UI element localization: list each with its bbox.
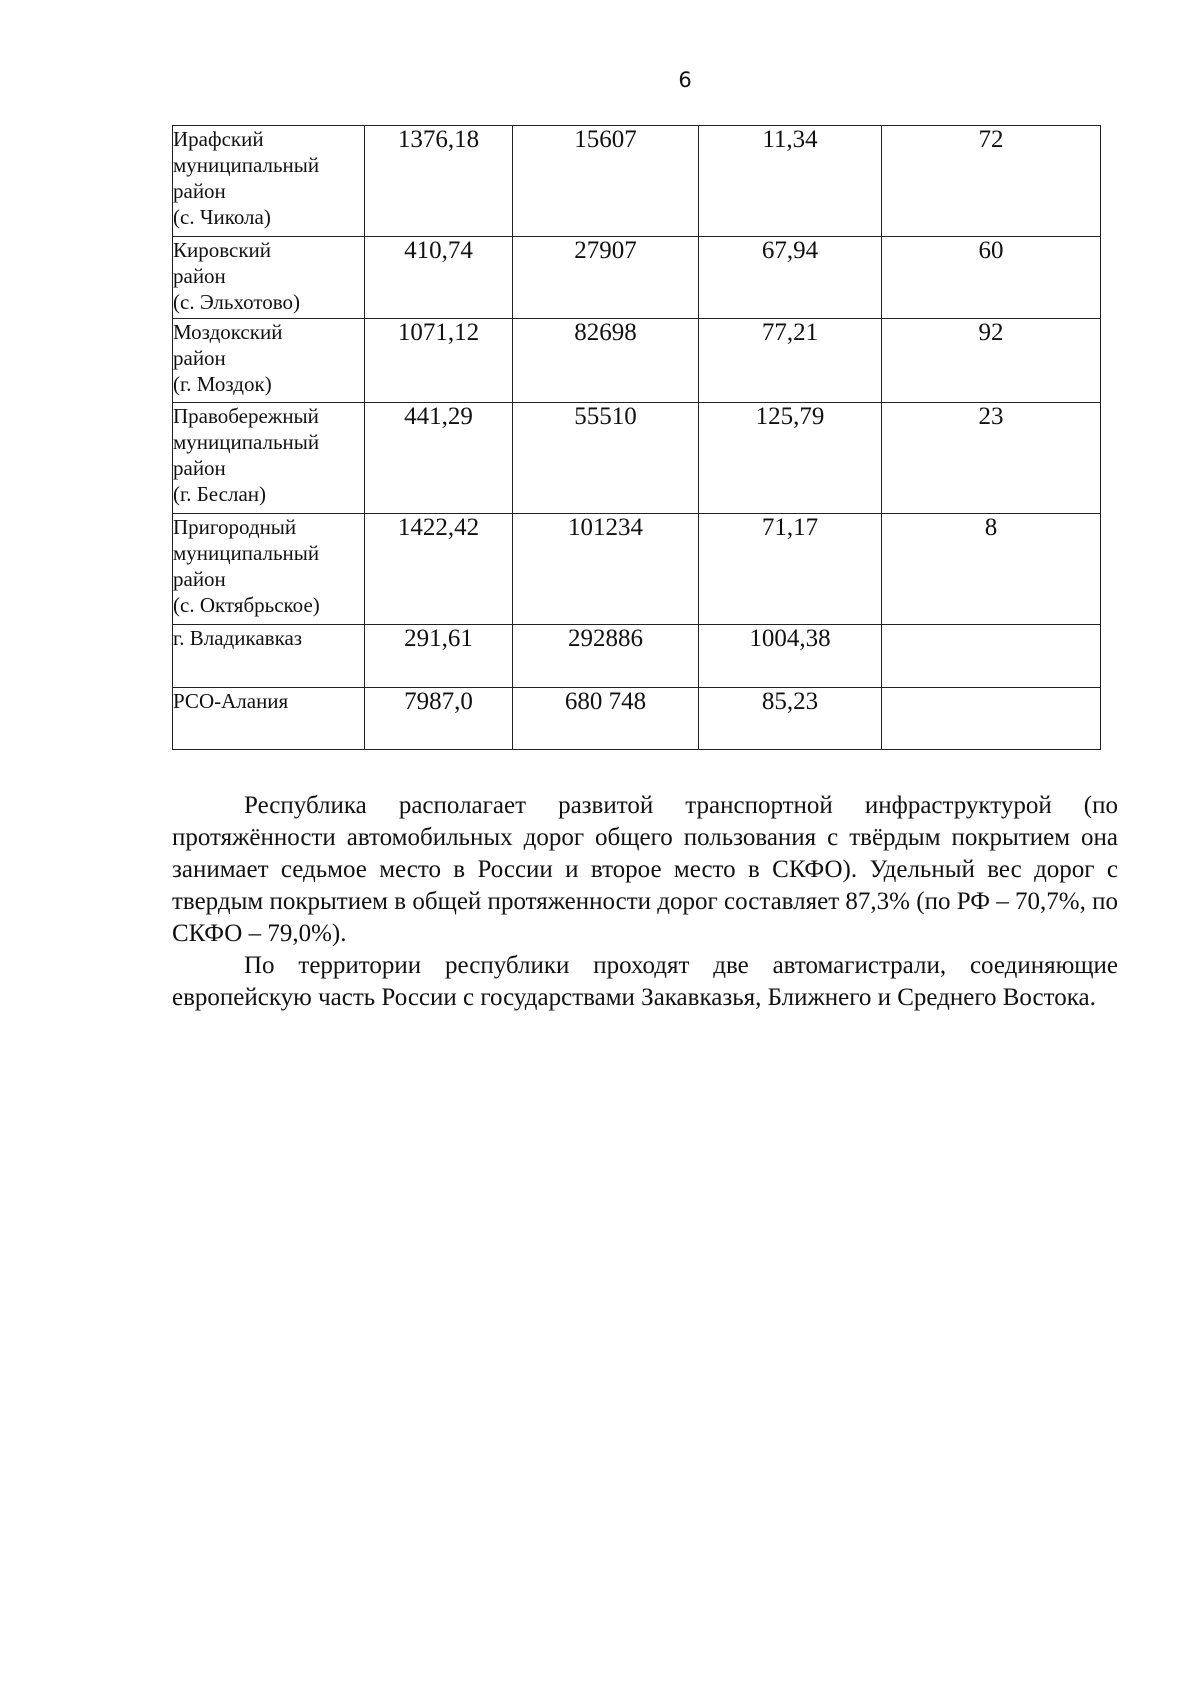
- population-cell: 101234: [513, 514, 699, 625]
- density-cell: 1004,38: [699, 625, 882, 688]
- district-name-cell: Моздокский район (г. Моздок): [173, 319, 365, 403]
- paragraph-transport-infrastructure: Республика располагает развитой транспортной инфраструктурой (по протяжённости автомобильных дорог общего пользования с твёрдым покрытием она занимает седьмое место в России и второе место в СКФО). Удельный вес дорог с твердым покрытием в общей протяженности дорог составляет 87,3% (по РФ – 70,7%, по СКФО – 79,0%).: [172, 792, 1118, 947]
- density-cell: 71,17: [699, 514, 882, 625]
- district-statistics-table: [172, 125, 1101, 750]
- area-cell: 441,29: [365, 403, 513, 514]
- population-cell: 680 748: [513, 688, 699, 750]
- table-row: [173, 126, 1101, 237]
- table-row: [173, 237, 1101, 319]
- population-cell: 82698: [513, 319, 699, 403]
- body-text: [172, 790, 1118, 1014]
- count-cell: [882, 688, 1101, 750]
- area-cell: 410,74: [365, 237, 513, 319]
- table-row: [173, 625, 1101, 688]
- district-name-cell: РСО-Алания: [173, 688, 365, 750]
- area-cell: 7987,0: [365, 688, 513, 750]
- table-row: [173, 514, 1101, 625]
- area-cell: 1071,12: [365, 319, 513, 403]
- district-name-cell: Пригородный муниципальный район (с. Октябрьское): [173, 514, 365, 625]
- density-cell: 77,21: [699, 319, 882, 403]
- count-cell: 8: [882, 514, 1101, 625]
- count-cell: 23: [882, 403, 1101, 514]
- population-cell: 55510: [513, 403, 699, 514]
- area-cell: 1422,42: [365, 514, 513, 625]
- population-cell: 15607: [513, 126, 699, 237]
- count-cell: 60: [882, 237, 1101, 319]
- district-name-cell: Правобережный муниципальный район (г. Беслан): [173, 403, 365, 514]
- area-cell: 291,61: [365, 625, 513, 688]
- district-name-cell: г. Владикавказ: [173, 625, 365, 688]
- density-cell: 125,79: [699, 403, 882, 514]
- district-name-cell: Кировский район (с. Эльхотово): [173, 237, 365, 319]
- table-row: [173, 688, 1101, 750]
- count-cell: [882, 625, 1101, 688]
- table-row: [173, 403, 1101, 514]
- population-cell: 292886: [513, 625, 699, 688]
- page-number: 6: [678, 68, 692, 92]
- district-name-cell: Ирафский муниципальный район (с. Чикола): [173, 126, 365, 237]
- table-row: [173, 319, 1101, 403]
- paragraph-highways: По территории республики проходят две автомагистрали, соединяющие европейскую часть России с государствами Закавказья, Ближнего и Среднего Востока.: [172, 952, 1118, 1011]
- density-cell: 11,34: [699, 126, 882, 237]
- population-cell: 27907: [513, 237, 699, 319]
- count-cell: 72: [882, 126, 1101, 237]
- density-cell: 85,23: [699, 688, 882, 750]
- count-cell: 92: [882, 319, 1101, 403]
- area-cell: 1376,18: [365, 126, 513, 237]
- density-cell: 67,94: [699, 237, 882, 319]
